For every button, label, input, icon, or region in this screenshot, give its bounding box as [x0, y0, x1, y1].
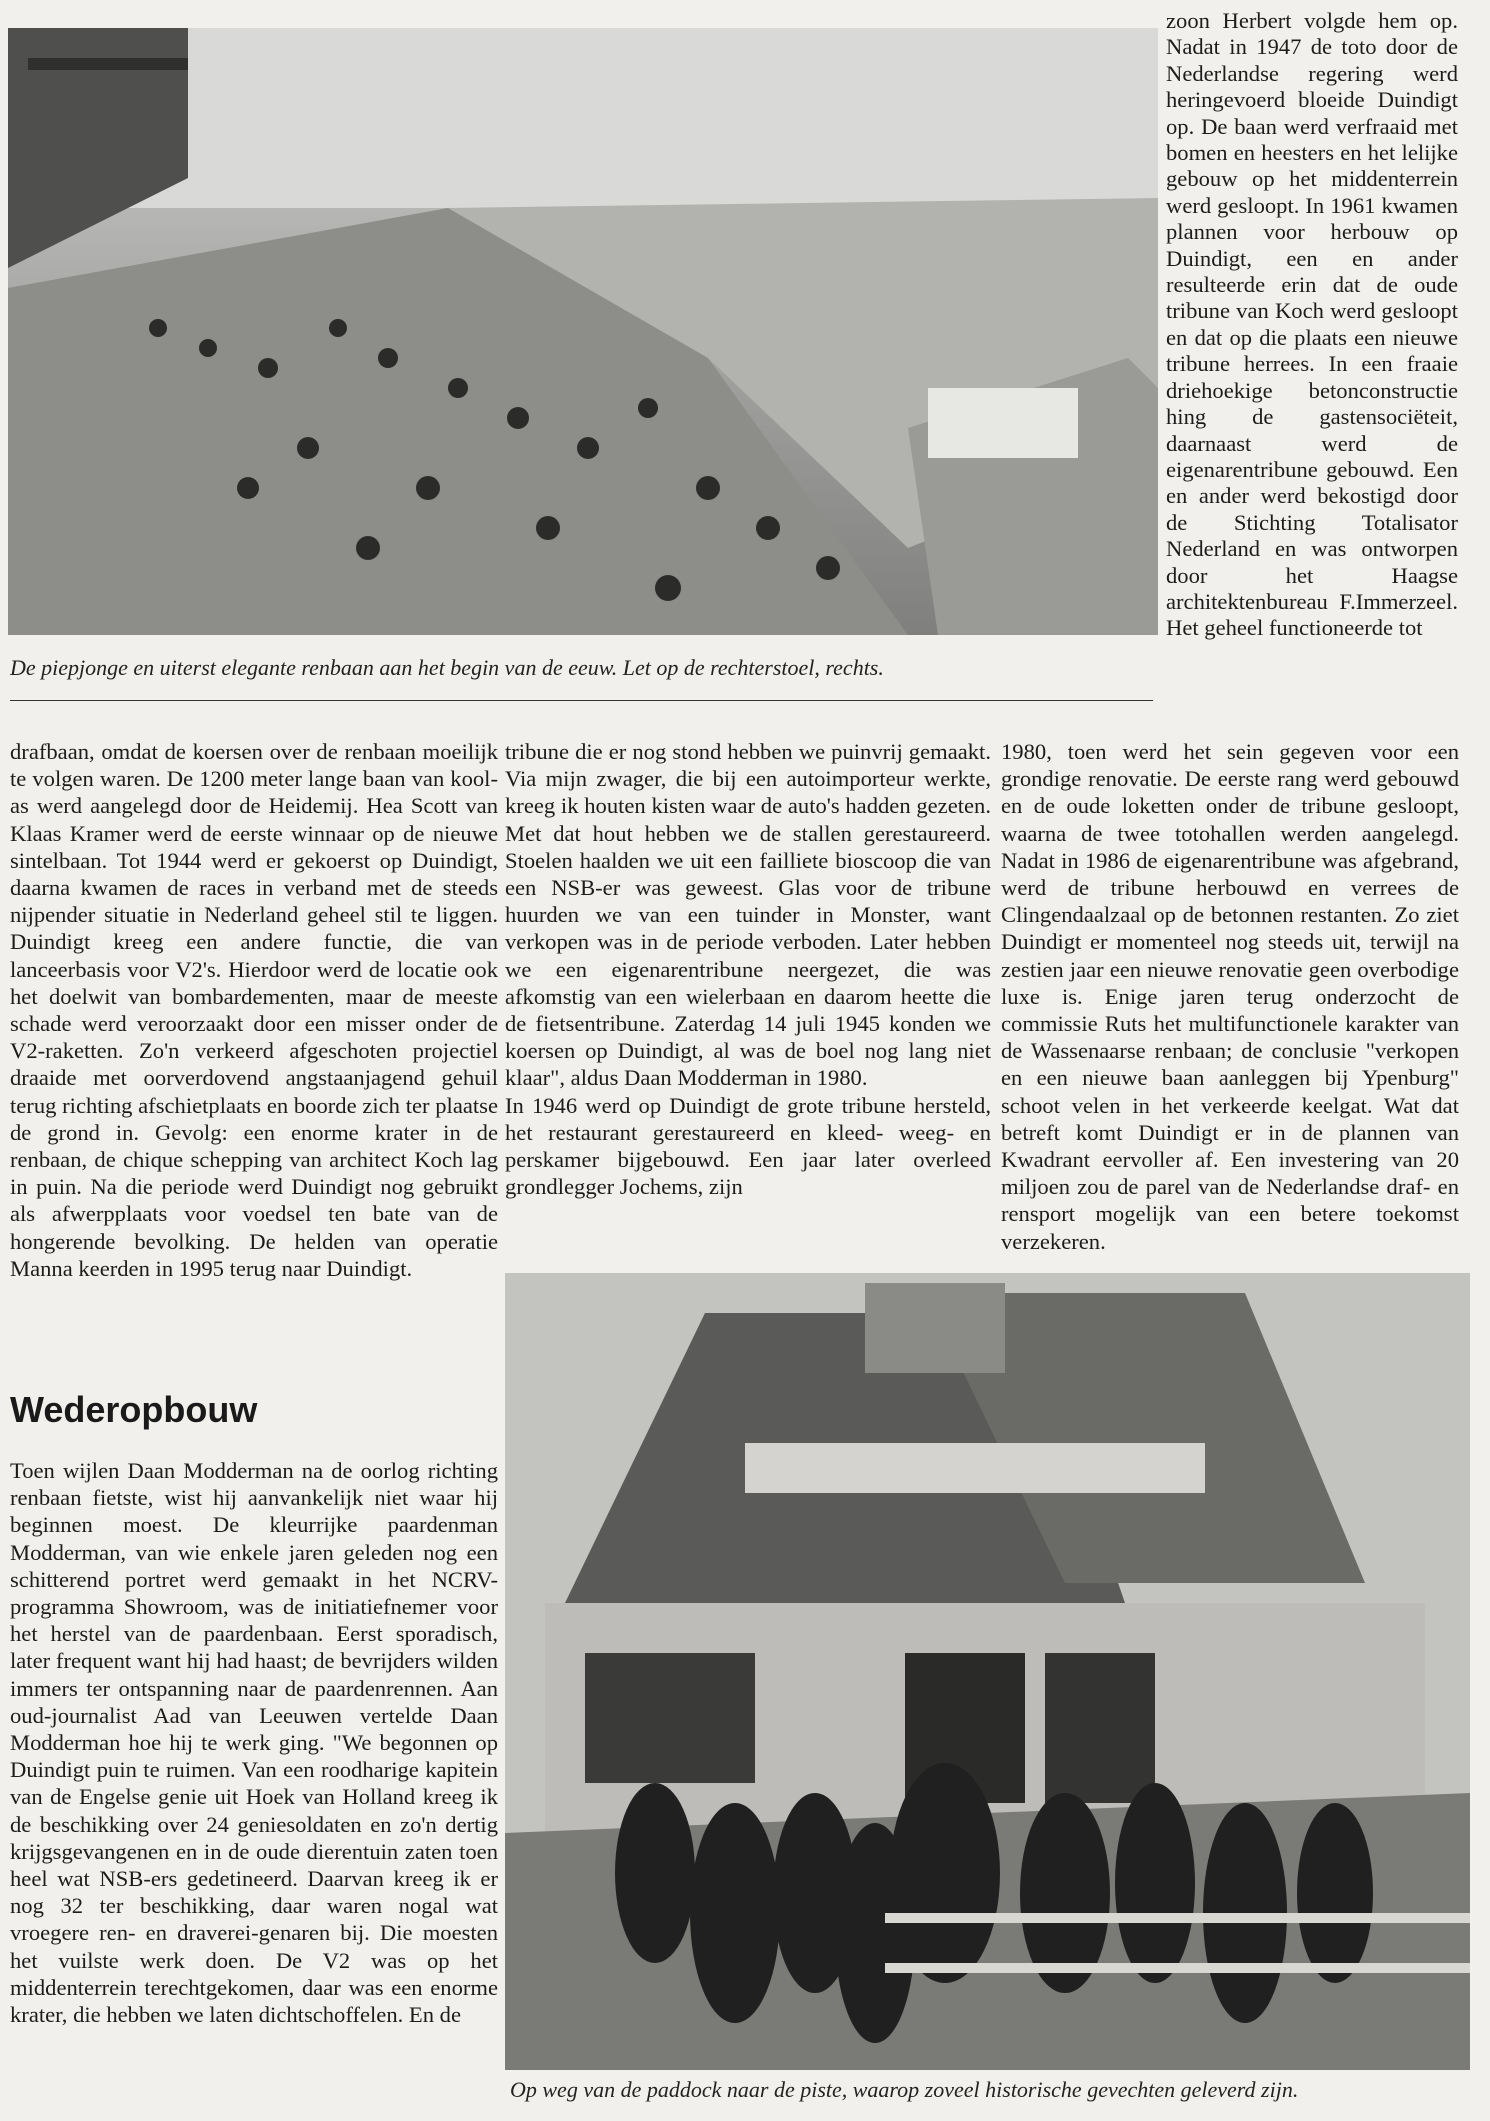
text-column-3: 1980, toen werd het sein gegeven voor een grondige renovatie. De eerste rang werd gebouwd en de oude loketten onder de tribune gesloopt, waarna de twee totohallen werden aangelegd. Nadat in 1986 de eigenarentribune was afgebrand, werd de tribune herbouwd en verrees de Clingendaalzaal op de betonnen restanten. Zo ziet Duindigt er momenteel nog steeds uit, terwijl na zestien jaar een nieuwe renovatie geen overbodige luxe is. Enige jaren terug onderzocht de commissie Ruts het multifunctionele karakter van de Wassenaarse renbaan; de conclusie "verkopen en een nieuwe baan aanleggen bij Ypenburg" schoot velen in het verkeerde keelgat. Wat dat betreft komt Duindigt er in de plannen van Kwadrant eervoller af. Een investering van 20 miljoen zou de parel van de Nederlandse draf- en rensport mogelijk van een betere toekomst verzekeren.: [1001, 739, 1459, 1254]
text-column-1-continued: Toen wijlen Daan Modderman na de oorlog richting renbaan fietste, wist hij aanvankelijk niet waar hij beginnen moest. De kleurrijke paardenman Modderman, van wie enkele jaren geleden nog een schitterend portret werd gemaakt in het NCRV-programma Showroom, was de initiatiefnemer voor het herstel van de paardenbaan. Eerst sporadisch, later frequent want hij had haast; de bevrijders wilden immers ter ontspanning naar de paardenrennen. Aan oud-journalist Aad van Leeuwen vertelde Daan Modderman hoe hij te werk ging. "We begonnen op Duindigt puin te ruimen. Van een roodharige kapitein van de Engelse genie uit Hoek van Holland kreeg ik de beschikking over 24 geniesoldaten en zo'n dertig krijgsgevangenen en in de oude dierentuin zaten toen heel wat NSB-ers gedetineerd. Daarvan kreeg ik er nog 32 ter beschikking, daar waren nogal wat vroegere ren- en draverei-genaren bij. Die moesten het vuilste werk doen. De V2 was op het middenterrein terechtgekomen, daar was een enorme krater, die hebben we laten dichtschoffelen. En de: [10, 1458, 498, 2028]
photo-paddock: [505, 1273, 1470, 2070]
photo-caption-top: De piepjonge en uiterst elegante renbaan aan het begin van de eeuw. Let op de rechterstoel, rechts.: [10, 655, 884, 680]
caption-divider: [10, 700, 1153, 701]
text-column-1: drafbaan, omdat de koersen over de renbaan moeilijk te volgen waren. De 1200 meter lange baan van kool-as werd aangelegd door de Heidemij. Hea Scott van Klaas Kramer werd de eerste winnaar op de nieuwe sintelbaan. Tot 1944 werd er gekoerst op Duindigt, daarna kwamen de races in verband met de steeds nijpender situatie in Nederland geheel stil te liggen. Duindigt kreeg een andere functie, die van lanceerbasis voor V2's. Hierdoor werd de locatie ook het doelwit van bombardementen, maar de meeste schade werd veroorzaakt door een misser onder de V2-raketten. Zo'n verkeerd afgeschoten projectiel draaide met oorverdovend angstaanjagend gehuil terug richting afschietplaats en boorde zich ter plaatse de grond in. Gevolg: een enorme krater in de renbaan, de chique schepping van architect Koch lag in puin. Na die periode werd Duindigt nog gebruikt als afwerpplaats voor voedsel ten bate van de hongerende bevolking. De helden van operatie Manna keerden in 1995 terug naar Duindigt.: [10, 739, 498, 1281]
photo-caption-bottom: Op weg van de paddock naar de piste, waarop zoveel historische gevechten geleverd zijn.: [510, 2077, 1299, 2102]
photo-racecourse-crowd: [8, 28, 1158, 635]
section-heading: Wederopbouw: [10, 1389, 258, 1430]
text-column-2: tribune die er nog stond hebben we puinvrij gemaakt. Via mijn zwager, die bij een autoimporteur werkte, kreeg ik houten kisten waar de auto's hadden gezeten. Met dat hout hebben we de stallen gerestaureerd. Stoelen haalden we uit een failliete bioscoop die van een NSB-er was geweest. Glas voor de tribune huurden we van een tuinder in Monster, want verkopen was in de periode verboden. Later hebben we een eigenarentribune neergezet, die was afkomstig van een wielerbaan en daarom heette die de fietsentribune. Zaterdag 14 juli 1945 konden we koersen op Duindigt, al was de boel nog lang niet klaar", aldus Daan Modderman in 1980. In 1946 werd op Duindigt de grote tribune hersteld, het restaurant gerestaureerd en kleed- weeg- en perskamer bijgebouwd. Een jaar later overleed grondlegger Jochems, zijn: [505, 739, 991, 1200]
text-right-top: zoon Herbert volgde hem op. Nadat in 1947 de toto door de Nederlandse regering werd heringevoerd bloeide Duindigt op. De baan werd verfraaid met bomen en heesters en het lelijke gebouw op het middenterrein werd gesloopt. In 1961 kwamen plannen voor herbouw op Duindigt, een en ander resulteerde erin dat de oude tribune van Koch werd gesloopt en dat op die plaats een nieuwe tribune herrees. In een fraaie driehoekige betonconstructie hing de gastensociëteit, daarnaast werd de eigenarentribune gebouwd. Een en ander werd bekostigd door de Stichting Totalisator Nederland en was ontworpen door het Haagse architektenbureau F.Immerzeel. Het geheel functioneerde tot: [1166, 8, 1458, 641]
